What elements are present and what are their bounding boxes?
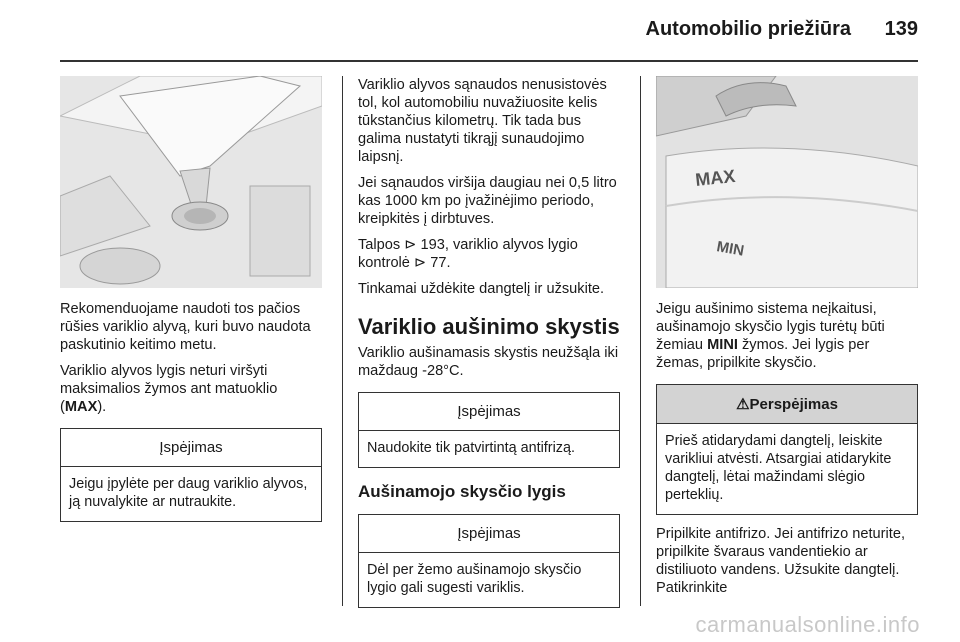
warning-title: Įspėjimas	[61, 429, 321, 467]
column-1	[60, 76, 322, 532]
warning-text: Jeigu įpylėte per daug variklio alyvos, ją nuvalykite ar nutraukite.	[69, 476, 308, 510]
danger-box	[656, 384, 918, 515]
section-heading: Variklio aušinimo skystis	[358, 314, 620, 339]
paragraph: Rekomenduojame naudoti tos pačios rūšies variklio alyvą, kuri buvo naudota paskutinio keitimo metu.	[60, 301, 311, 353]
coolant-reservoir-illustration	[656, 76, 918, 288]
paragraph: Jei sąnaudos viršija daugiau nei 0,5 litro kas 1000 km po įvažinėjimo periodo, kreipkitės į dirbtuves.	[358, 175, 617, 227]
page-number: 139	[884, 18, 918, 40]
subsection-heading: Aušinamojo skysčio lygis	[358, 482, 566, 501]
mini-mark-label: MINI	[707, 337, 738, 353]
paragraph: Tinkamai uždėkite dangtelį ir užsukite.	[358, 281, 605, 297]
paragraph: Variklio alyvos lygis neturi viršyti maksimalios žymos ant matuoklio (MAX).	[60, 363, 278, 415]
header-divider	[60, 60, 918, 62]
page-title: Automobilio priežiūra	[645, 18, 852, 40]
oil-filling-illustration	[60, 76, 322, 288]
warning-box	[60, 428, 322, 522]
warning-title: Įspėjimas	[359, 515, 619, 553]
danger-title: ⚠Perspėjimas	[657, 385, 917, 424]
page-header	[646, 18, 919, 41]
paragraph: Variklio alyvos sąnaudos nenusistovės tol, kol automobiliu nuvažiuosite kelis tūkstančius kilometrų. Tik tada bus galima nustatyti tikrąjį sunaudojimo laipsnį.	[358, 77, 607, 165]
warning-text: Naudokite tik patvirtintą antifrizą.	[367, 440, 575, 456]
max-embossed-label: MAX	[694, 165, 737, 190]
warning-box	[358, 392, 620, 468]
min-embossed-label: MIN	[715, 238, 746, 260]
paragraph: Talpos ⊳ 193, variklio alyvos lygio kontrolė ⊳ 77.	[358, 237, 578, 271]
max-mark-label: MAX	[64, 399, 98, 415]
warning-box	[358, 514, 620, 608]
paragraph: Variklio aušinamasis skystis neužšąla iki maždaug -28°C.	[358, 345, 619, 379]
danger-text: Prieš atidarydami dangtelį, leiskite varikliui atvėsti. Atsargiai atidarykite dangtelį, lėtai mažindami slėgio perteklių.	[665, 433, 892, 503]
watermark: carmanualsonline.info	[695, 612, 920, 637]
warning-text: Dėl per žemo aušinamojo skysčio lygio gali sugesti variklis.	[367, 562, 582, 596]
column-2	[358, 76, 620, 618]
warning-triangle-icon: ⚠	[736, 396, 750, 413]
column-divider-2	[640, 76, 641, 606]
column-divider-1	[342, 76, 343, 606]
paragraph: Jeigu aušinimo sistema neįkaitusi, aušinamojo skysčio lygis turėtų būti žemiau MINI žymos. Jei lygis per žemas, pripilkite skysčio.	[656, 301, 885, 371]
warning-title: Įspėjimas	[359, 393, 619, 431]
column-3	[656, 76, 918, 605]
paragraph: Pripilkite antifrizo. Jei antifrizo neturite, pripilkite švaraus vandentiekio ar distiliuoto vandens. Užsukite dangtelį. Patikrinkite	[656, 526, 906, 596]
